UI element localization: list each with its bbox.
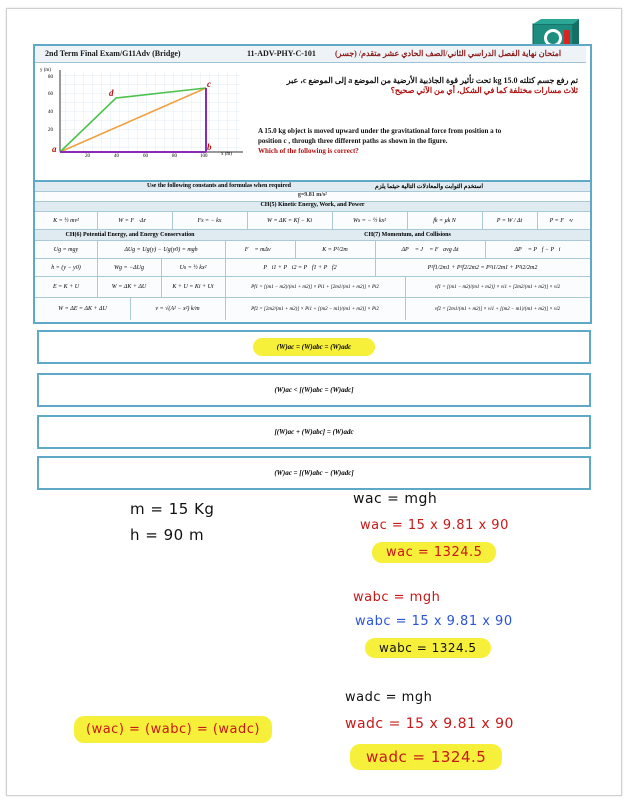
answer-option-4[interactable] [37,456,591,490]
ch6-row [35,259,225,277]
formula-cell: W = F⃗·Δr⃗ [97,212,173,229]
option-3-text: [(W)ac + (W)abc] = (W)adc [274,428,354,436]
ch7-title: CH(7) Momentum, and Collisions [225,230,590,240]
exam-title: 2nd Term Final Exam/G11Adv (Bridge) [45,49,181,58]
formula-cell: Ws = − ½ kx² [332,212,408,229]
formula-cell: E = K + U [35,277,98,297]
exam-title-arabic: امتحان نهاية الفصل الدراسي الثاني/الصف الحادي عشر متقدم/ (جسر) [335,49,562,58]
point-b-label: b [207,142,212,152]
formula-cell: v = √(A² − x²) k/m [130,298,226,320]
ch7-row [225,277,590,298]
x-tick: 60 [143,154,148,159]
formula-cell: W = ΔK + ΔU [97,277,162,297]
formula-title: Use the following constants and formulas when required [147,183,291,189]
formula-cell: W = ΔK = Kf − Ki [247,212,333,229]
ch5-title: CH(5) Kinetic Energy, Work, and Power [35,202,590,212]
x-tick: 80 [172,154,177,159]
ch6-ch7-title-row [35,230,590,241]
wac-substitution [360,518,509,533]
x-axis-label: x (m) [221,152,232,157]
answer-option-3[interactable] [37,415,591,449]
wac-result: wac = 1324.5 [372,542,496,563]
point-a-label: a [52,144,57,154]
formula-cell: vf1 = [(m1 − m2)/(m1 + m2)] × vi1 + [2m2/(m1 + m2)] × vi2 [434,284,561,290]
y-tick: 80 [48,75,53,80]
formula-cell: P²f1/2m1 + P²f2/2m2 = P²i1/2m1 + P²i2/2m2 [427,264,538,271]
ch6-row [35,298,225,320]
formula-cell: K = ½ mv² [35,212,98,229]
formula-cell: h = (y − y0) [35,259,98,276]
answer-option-1[interactable] [37,330,591,364]
given-mass: m = 15 Kg [130,500,215,518]
wadc-substitution: wadc = 15 x 9.81 x 90 [345,716,514,732]
point-c-label: c [207,79,211,89]
answer-option-2[interactable] [37,373,591,407]
option-1-text: (W)ac = (W)abc = (W)adc [253,338,375,356]
question-arabic-line: ثلاث مسارات مختلفة كما في الشكل، أي من الآتي صحيح؟ [390,86,578,95]
y-tick: 20 [48,128,53,133]
ch7-row [225,298,590,320]
x-tick: 20 [85,154,90,159]
ch5-row [35,212,590,230]
ch6-row [35,277,225,298]
x-tick: 40 [114,154,119,159]
wabc-formula: wabc = mgh [353,590,441,605]
question-english-line: Which of the following is correct? [258,147,359,155]
formula-cell: F⃗ = mΔv⃗ [225,241,296,258]
formula-cell: Wg = −ΔUg [97,259,162,276]
formula-cell: Pf2 = [2m2/(m1 + m2)] × Pi1 + [(m2 − m1)/(m1 + m2)] × Pi2 [225,298,406,320]
formula-cell: ΔP⃗ = J⃗ = F⃗avg Δt [375,241,486,258]
conclusion: (wac) = (wabc) = (wadc) [74,716,272,743]
ch7-row [225,259,590,277]
ch6-title: CH(6) Potential Energy, and Energy Conservation [35,230,226,240]
formula-cell: P⃗i1 + P⃗i2 = P⃗f1 + P⃗f2 [225,259,376,276]
formula-cell: ΔP⃗ = P⃗f − P⃗i [514,246,561,253]
option-4-text: (W)ac = [(W)abc − (W)adc] [274,469,354,477]
wadc-formula: wadc = mgh [345,690,433,705]
formula-cell: K = P²/2m [295,241,376,258]
formula-cell: W = ΔE = ΔK + ΔU [35,298,131,320]
wabc-substitution: wabc = 15 x 9.81 x 90 [355,614,513,629]
y-tick: 60 [48,92,53,97]
ch7-row [225,241,590,259]
question-arabic-line: تم رفع جسم كتلته 15.0 kg تحت تأثير قوة الجاذبية الأرضية من الموضع a إلى الموضع c، عبر [286,76,578,85]
exam-code: 11-ADV-PHY-C-101 [247,49,316,58]
option-2-text: (W)ac < [(W)abc = (W)adc] [274,386,354,394]
given-height: h = 90 m [130,526,205,544]
wac-substitution-text: wac = 15 x 9.81 x 90 [360,518,509,533]
formula-cell: P = F⃗·v⃗ [549,217,578,224]
position-graph [38,66,248,174]
question-english [258,126,580,156]
formula-cell: K + U = Ki + Ui [161,277,226,297]
exam-header [35,46,586,63]
formula-cell: vf2 = [2m1/(m1 + m2)] × vi1 + [(m2 − m1)/(m1 + m2)] × vi2 [434,306,561,312]
ch6-row [35,241,225,259]
x-tick: 100 [200,154,208,159]
question-arabic [266,76,578,96]
formula-title-arabic: استخدم الثوابت والمعادلات التالية حيثما يلزم [375,184,483,190]
formula-cell: Pf1 = [(m1 − m2)/(m1 + m2)] × Pi1 + [2m1/(m1 + m2)] × Pi2 [225,277,406,297]
formula-cell: Fs = − kx [172,212,248,229]
formula-cell: Us = ½ kx² [161,259,226,276]
formula-sheet [33,180,592,324]
wadc-result: wadc = 1324.5 [350,744,502,770]
point-d-label: d [109,88,114,98]
y-tick: 40 [48,110,53,115]
gravity-constant: g=9.81 m/s² [35,192,590,202]
formula-cell: P = W / Δt [482,212,538,229]
y-axis-label: y (m) [40,68,51,73]
formula-cell: Ug = mgy [35,241,98,258]
formula-cell: fk = μk N [407,212,483,229]
question-english-line: position c , through three different paths as shown in the figure. [258,137,448,145]
wac-formula: wac = mgh [353,491,438,507]
wabc-result: wabc = 1324.5 [365,638,491,658]
formula-title-row [35,182,590,192]
question-english-line: A 15.0 kg object is moved upward under the gravitational force from position a to [258,127,502,135]
formula-cell: ΔUg = Ug(y) − Ug(y0) = mgh [97,241,226,258]
